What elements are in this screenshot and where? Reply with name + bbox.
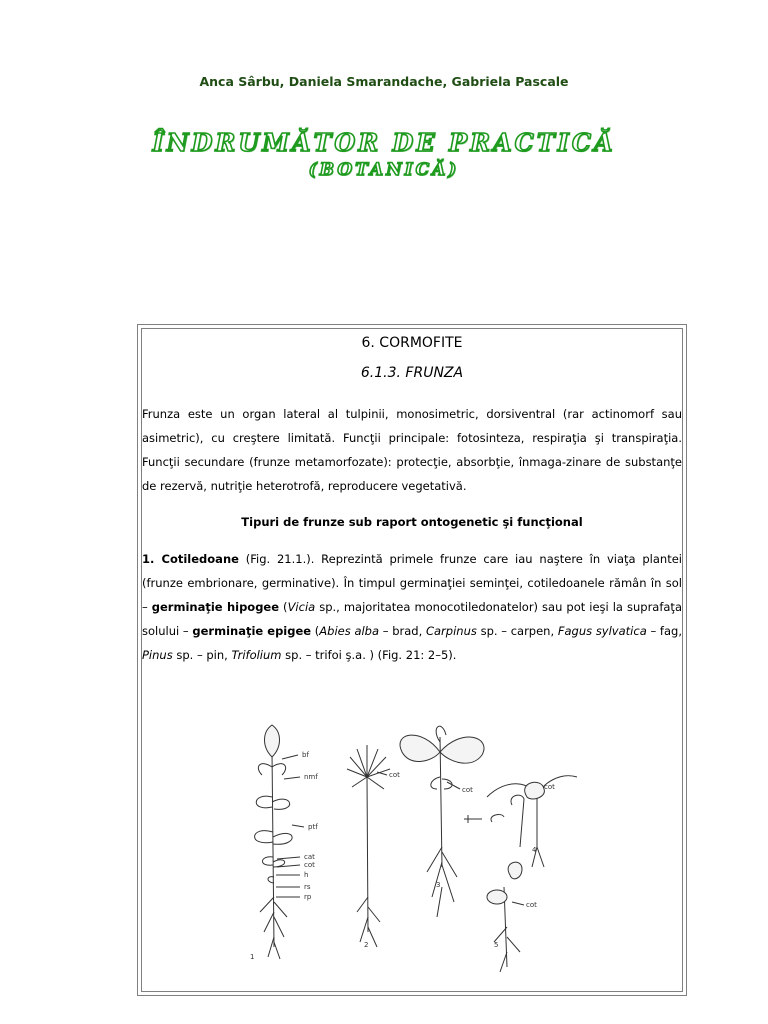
text-run: sp. – trifoi ş.a. ) (Fig. 21: 2–5).: [281, 648, 457, 662]
species-name: Vicia: [287, 600, 316, 614]
label-rs: rs: [304, 883, 311, 891]
plant-4-drawing: [464, 776, 577, 867]
leaf-types-heading: Tipuri de frunze sub raport ontogenetic şi funcţional: [241, 515, 583, 529]
term-hypogeal: germinaţie hipogee: [151, 600, 280, 614]
species-name: Abies alba: [319, 624, 380, 638]
fig-number-2: 2: [364, 941, 369, 949]
label-bf: bf: [302, 751, 309, 759]
fig-number-5: 5: [494, 941, 499, 949]
species-name: Carpinus: [425, 624, 477, 638]
label-rp: rp: [304, 893, 312, 901]
text-run: sp., majoritatea monocotiledonatelor) sau pot ieşi la suprafaţa solului –: [142, 600, 682, 638]
document-title: [0, 128, 768, 182]
text-run: (: [311, 624, 320, 638]
species-name: Fagus sylvatica: [557, 624, 647, 638]
subsection-title: 6.1.3. FRUNZA: [360, 365, 464, 381]
label-nmf: nmf: [304, 773, 318, 781]
plant-5-drawing: [487, 862, 524, 972]
label-cot-5: cot: [526, 901, 537, 909]
title-main: ÎNDRUMĂTOR DE PRACTICĂ: [152, 128, 616, 157]
text-run: sp. – pin,: [172, 648, 232, 662]
title-sub: (BOTANICĂ): [308, 160, 460, 180]
text-run: – fag,: [646, 624, 682, 638]
label-ptf: ptf: [308, 823, 318, 831]
fig-number-1: 1: [250, 953, 255, 961]
label-cot-2: cot: [389, 771, 400, 779]
label-cat: cat: [304, 853, 315, 861]
item-number: 1. Cotiledoane: [142, 552, 239, 566]
term-epigeal: germinaţie epigee: [192, 624, 312, 638]
content-inner: [141, 328, 683, 992]
fig-number-4: 4: [532, 846, 537, 854]
species-name: Pinus: [142, 648, 173, 662]
label-cot-4: cot: [544, 783, 555, 791]
authors-line: Anca Sârbu, Daniela Smarandache, Gabriela Pascale: [199, 74, 569, 89]
section-title: 6. CORMOFITE: [361, 335, 463, 351]
plant-3-drawing: [400, 726, 484, 917]
paragraph-cotyledons: [142, 547, 682, 667]
seedling-figure: [232, 697, 592, 987]
label-cot-3: cot: [462, 786, 473, 794]
content-frame: [137, 324, 687, 996]
plant-2-drawing: [347, 745, 390, 947]
text-run: sp. – carpen,: [476, 624, 558, 638]
label-h: h: [304, 871, 309, 879]
paragraph-intro: Frunza este un organ lateral al tulpinii, monosimetric, dorsiventral (rar actinomorf sau asimetric), cu creştere limitată. Funcţii principale: fotosinteza, respiraţia şi transpiraţia. Funcţii secundare (frunze metamorfozate): protecţie, absorbţie, înmaga-zinare de substanţe de rezervă, nutriţie heterotrofă, reproducere vegetativă.: [142, 407, 682, 493]
label-cot: cot: [304, 861, 315, 869]
text-run: (: [279, 600, 288, 614]
text-run: – brad,: [379, 624, 426, 638]
plant-1-drawing: [255, 725, 304, 959]
species-name: Trifolium: [231, 648, 282, 662]
fig-number-3: 3: [436, 881, 441, 889]
text-run: (Fig. 21.1.). Reprezintă primele frunze care iau naştere în viaţa plantei (frunze embrionare, germinative). În timpul germinaţiei seminţei, cotiledoanele rămân în sol –: [142, 552, 682, 614]
